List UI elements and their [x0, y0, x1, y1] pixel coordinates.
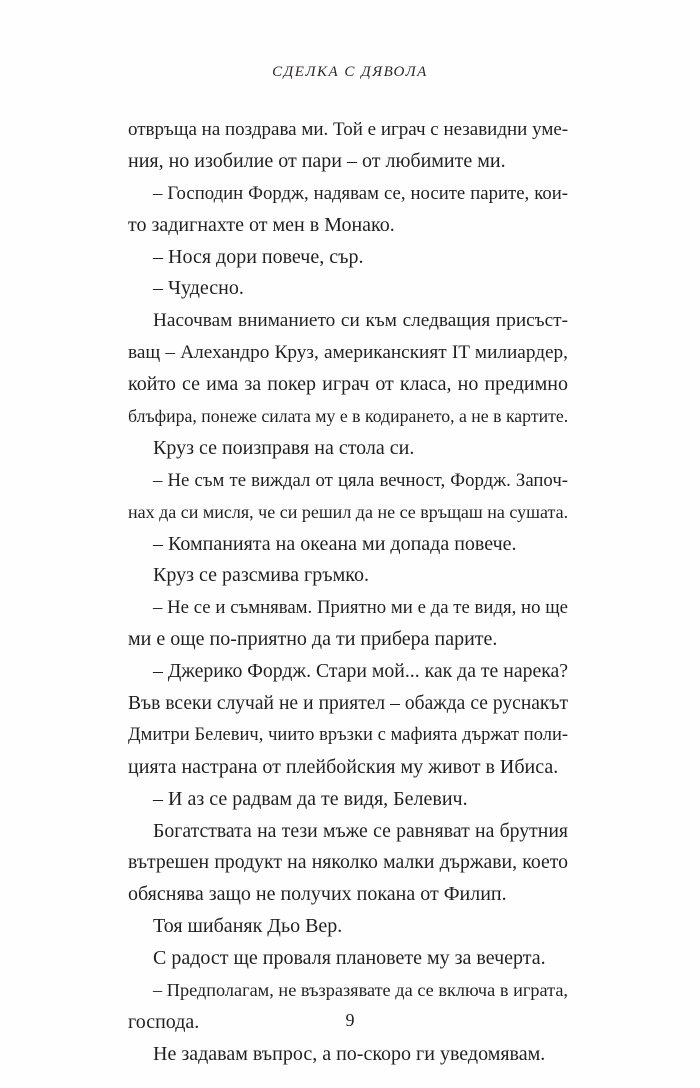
text-line: – Компанията на океана ми допада повече. — [153, 532, 517, 555]
text-line: обяснява защо не получих покана от Филип. — [128, 883, 507, 906]
text-line: Във всеки случай не и приятел – обажда се руснакът — [128, 693, 568, 715]
text-line: – Чудесно. — [153, 277, 244, 300]
text-line: то задигнахте от мен в Монако. — [128, 213, 395, 236]
text-line: блъфира, понеже силата му е в кодирането, а не в картите. — [128, 406, 568, 427]
text-line: вътрешен продукт на няколко малки държави, което — [128, 851, 568, 874]
text-line: – Предполагам, не възразявате да се включа в играта, — [153, 980, 568, 1001]
text-line: – Господин Фордж, надявам се, носите парите, кои- — [153, 182, 568, 204]
text-line: Дмитри Белевич, чиито връзки с мафията държат поли- — [128, 724, 568, 745]
text-line: ващ – Алехандро Круз, американският IT милиардер, — [128, 342, 568, 364]
text-line: Богатствата на тези мъже се равняват на брутния — [153, 819, 568, 842]
text-line: – Не съм те виждал от цяла вечност, Фордж. Започ- — [153, 469, 568, 491]
text-line: цията настрана от плейбойския му живот в Ибиса. — [128, 755, 559, 778]
text-line: – Джерико Фордж. Стари мой... как да те нарека? — [153, 660, 568, 683]
text-line: – Не се и съмнявам. Приятно ми е да те видя, но ще — [153, 597, 568, 619]
text-line: ми е още по-приятно да ти прибера парите. — [128, 628, 498, 651]
text-line: – И аз се радвам да те видя, Белевич. — [153, 787, 468, 810]
text-line: Круз се поизправя на стола си. — [153, 436, 415, 459]
page-number: 9 — [345, 1010, 355, 1030]
text-line: господа. — [128, 1010, 200, 1033]
text-line: Насочвам вниманието си към следващия присъст- — [153, 310, 568, 332]
text-line: С радост ще проваля плановете му за вечерта. — [153, 947, 546, 970]
text-line: – Нося дори повече, сър. — [153, 245, 364, 268]
text-line: отвръща на поздрава ми. Той е играч с незавидни уме- — [128, 119, 568, 140]
text-line: ния, но изобилие от пари – от любимите ми. — [128, 149, 506, 172]
text-line: нах да си мисля, че си решил да не се връщаш на сушата. — [128, 501, 568, 522]
text-line: Тоя шибаняк Дьо Вер. — [153, 915, 343, 938]
text-line: Не задавам въпрос, а по-скоро ги уведомявам. — [153, 1042, 546, 1065]
text-line: Круз се разсмива гръмко. — [153, 564, 369, 587]
running-header: СДЕЛКА С ДЯВОЛА — [272, 64, 428, 80]
body-text — [128, 114, 568, 1071]
text-line: който се има за покер играч от класа, но предимно — [128, 373, 568, 396]
